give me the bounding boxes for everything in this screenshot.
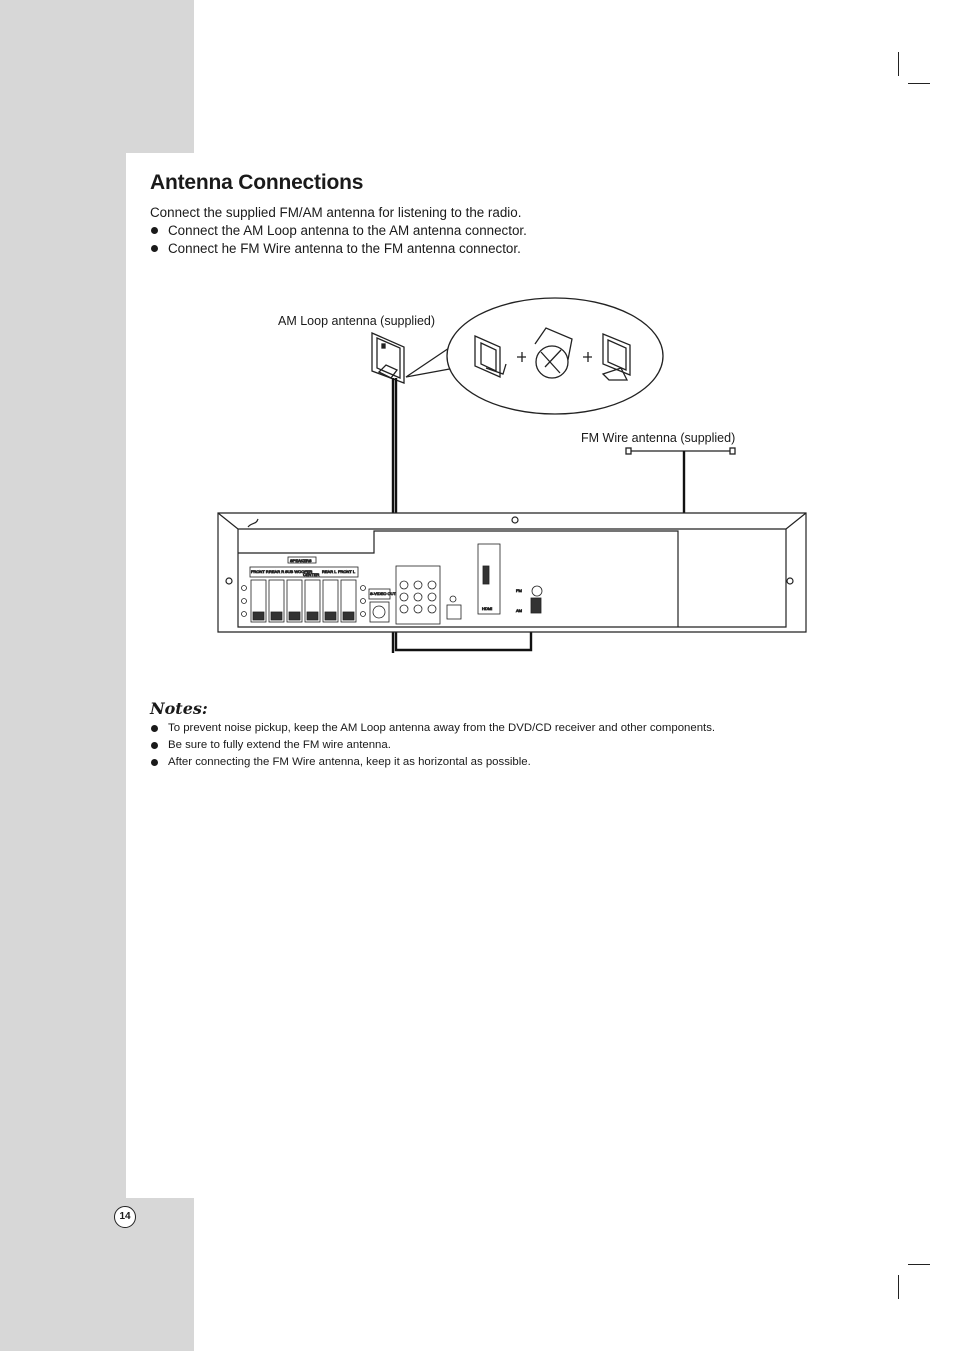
note-item: Be sure to fully extend the FM wire antenna.	[150, 737, 715, 754]
page-number: 14	[114, 1206, 136, 1228]
hdmi-port	[478, 544, 500, 614]
speakers-label: SPEAKERS	[290, 558, 312, 563]
speaker-front-l-label: FRONT L	[338, 569, 356, 574]
intro-text: Connect the supplied FM/AM antenna for listening to the radio.	[150, 205, 522, 220]
svideo-out-label: S-VIDEO OUT	[370, 591, 397, 596]
speaker-rear-r-label: REAR R	[269, 569, 285, 574]
instruction-item: Connect the AM Loop antenna to the AM antenna connector.	[150, 222, 527, 240]
am-terminal-label: AM	[516, 608, 522, 613]
note-item: After connecting the FM Wire antenna, keep it as horizontal as possible.	[150, 754, 715, 771]
fm-wire-antenna	[626, 448, 735, 454]
fm-terminal-label: FM	[516, 588, 522, 593]
notes-heading: Notes:	[150, 699, 208, 718]
page-title: Antenna Connections	[150, 171, 364, 194]
crop-mark	[898, 1275, 899, 1299]
speaker-front-r-label: FRONT R	[251, 569, 269, 574]
speaker-sub-woofer-label: SUB WOOFER	[285, 569, 313, 574]
am-loop-antenna-label: AM Loop antenna (supplied)	[278, 314, 436, 328]
antenna-assembly-callout	[406, 298, 663, 414]
note-item: To prevent noise pickup, keep the AM Loop antenna away from the DVD/CD receiver and other components.	[150, 720, 715, 737]
notes-list	[150, 720, 715, 770]
crop-mark	[908, 1264, 930, 1265]
hdmi-label: HDMI	[482, 606, 493, 611]
speaker-rear-l-label: REAR L	[322, 569, 337, 574]
am-loop-antenna	[372, 333, 404, 383]
fm-wire-antenna-label: FM Wire antenna (supplied)	[581, 431, 736, 445]
speaker-center-label: CENTER	[303, 572, 320, 577]
instruction-item: Connect he FM Wire antenna to the FM antenna connector.	[150, 240, 527, 258]
margin-band-bottom	[0, 1198, 194, 1351]
